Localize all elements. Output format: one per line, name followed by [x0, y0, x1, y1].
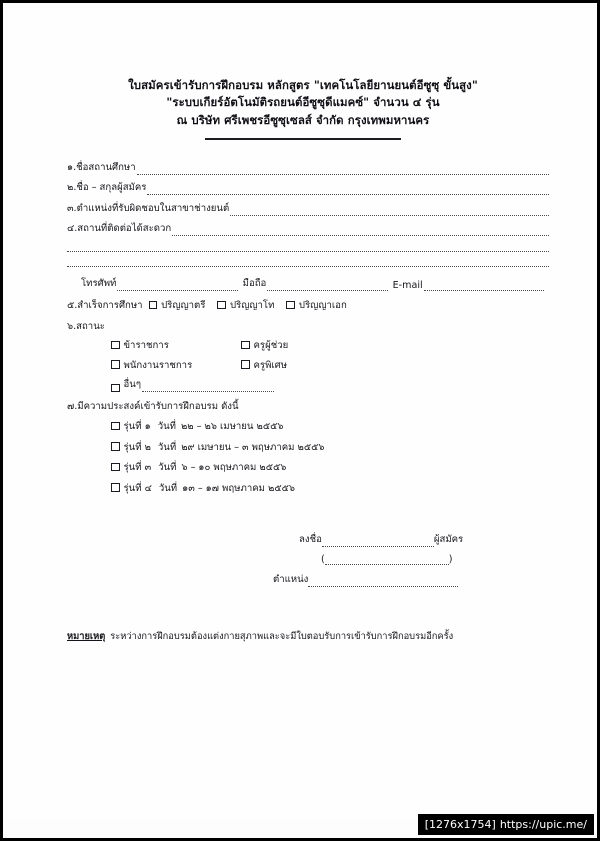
status-option-label: ข้าราชการ	[123, 340, 169, 352]
other-input-line[interactable]	[142, 382, 274, 392]
batch-date: ๒๙ เมษายน – ๓ พฤษภาคม ๒๕๕๖	[181, 441, 325, 453]
status-option-civil-servant[interactable]	[111, 338, 241, 353]
education-label: ๕.สำเร็จการศึกษา	[67, 300, 143, 312]
status-option-special-teacher[interactable]	[241, 358, 287, 373]
note-label: หมายเหตุ	[67, 630, 106, 642]
batch-date: ๑๓ – ๑๗ พฤษภาคม ๒๕๕๖	[182, 482, 295, 494]
field-label: ๒.ชื่อ – สกุลผู้สมัคร	[67, 182, 147, 194]
batch-date-label: วันที่	[157, 441, 177, 453]
status-option-other[interactable]	[111, 377, 549, 392]
degree-option-label: ปริญญาตรี	[161, 300, 206, 312]
field-dotted-line[interactable]	[137, 165, 549, 175]
field-address[interactable]	[67, 221, 549, 236]
batch-option-4[interactable]	[111, 481, 549, 496]
intent-section-label: ๗.มีความประสงค์เข้ารับการฝึกอบรม ดังนี้	[67, 401, 239, 413]
printed-name-row[interactable]	[321, 554, 549, 565]
title-line-1: ใบสมัครเข้ารับการฝึกอบรม หลักสูตร "เทคโนโลยียานยนต์อีซูซุ ขั้นสูง"	[128, 78, 478, 92]
checkbox-icon[interactable]	[217, 301, 226, 310]
field-dotted-line[interactable]	[172, 226, 549, 236]
batch-date: ๖ – ๑๐ พฤษภาคม ๒๕๕๖	[181, 462, 287, 474]
batch-number: รุ่นที่ ๓	[123, 462, 152, 474]
address-continuation-line-2[interactable]	[67, 257, 549, 267]
title-line-2: "ระบบเกียร์อัตโนมัติรถยนต์อีซูซุดีแมคซ์" จำนวน ๔ รุ่น	[166, 95, 440, 110]
mobile-label: มือถือ	[242, 278, 267, 290]
batch-date-label: วันที่	[157, 421, 176, 433]
checkbox-icon[interactable]	[111, 341, 120, 350]
checkbox-icon[interactable]	[286, 301, 295, 310]
batch-number: รุ่นที่ ๑	[123, 421, 151, 433]
batch-date-label: วันที่	[158, 462, 177, 474]
document-body	[9, 9, 597, 819]
address-continuation-line-1[interactable]	[67, 242, 549, 252]
title-underline-rule	[205, 138, 401, 140]
status-row	[111, 338, 549, 353]
education-row	[67, 298, 549, 313]
checkbox-icon[interactable]	[111, 442, 120, 451]
checkbox-icon[interactable]	[149, 301, 158, 310]
phone-input-line[interactable]	[117, 281, 237, 291]
checkbox-icon[interactable]	[111, 483, 120, 492]
mobile-input-line[interactable]	[267, 281, 387, 291]
checkbox-icon[interactable]	[241, 360, 250, 369]
signer-role-label: ผู้สมัคร	[433, 533, 464, 545]
batch-options-list	[111, 419, 549, 496]
signature-block	[67, 532, 549, 587]
paren-close: )	[448, 553, 453, 565]
batch-option-1[interactable]	[111, 419, 549, 434]
title-line-3: ณ บริษัท ศรีเพชรอีซูซุเซลส์ จำกัด กรุงเทพมหานคร	[176, 112, 430, 127]
email-label: E-mail	[392, 280, 423, 292]
status-option-label: ครูผู้ช่วย	[253, 340, 289, 352]
field-applicant-name[interactable]	[67, 180, 549, 195]
watermark-site-url: https://upic.me/	[499, 818, 587, 831]
paren-open: (	[321, 553, 325, 565]
signature-row[interactable]	[299, 532, 549, 547]
field-position[interactable]	[67, 201, 549, 216]
field-dotted-line[interactable]	[147, 185, 549, 195]
checkbox-icon[interactable]	[111, 384, 120, 393]
batch-number: รุ่นที่ ๔	[123, 482, 152, 494]
checkbox-icon[interactable]	[241, 341, 250, 350]
form-fields-area	[9, 160, 597, 587]
degree-option-master[interactable]	[217, 298, 274, 313]
status-option-government-employee[interactable]	[111, 358, 241, 373]
status-option-label: อื่นๆ	[123, 379, 141, 391]
field-school-name[interactable]	[67, 160, 549, 175]
signature-label: ลงชื่อ	[299, 533, 322, 545]
status-row	[111, 358, 549, 373]
position-label: ตำแหน่ง	[273, 573, 309, 585]
batch-number: รุ่นที่ ๒	[123, 441, 151, 453]
status-option-label: พนักงานราชการ	[123, 359, 193, 371]
field-label: ๔.สถานที่ติดต่อได้สะดวก	[67, 223, 172, 235]
note-block	[9, 629, 597, 644]
degree-option-label: ปริญญาเอก	[298, 300, 347, 312]
field-label: ๓.ตำแหน่งที่รับผิดชอบในสาขาช่างยนต์	[67, 202, 230, 214]
status-option-assistant-teacher[interactable]	[241, 338, 288, 353]
batch-date-label: วันที่	[158, 482, 178, 494]
status-options-grid	[111, 338, 549, 392]
batch-date: ๒๒ – ๒๖ เมษายน ๒๕๕๖	[180, 421, 284, 433]
degree-option-label: ปริญญาโท	[229, 300, 275, 312]
phone-label: โทรศัพท์	[81, 278, 117, 290]
checkbox-icon[interactable]	[111, 422, 120, 431]
status-section-label: ๖.สถานะ	[67, 321, 105, 333]
batch-option-3[interactable]	[111, 460, 549, 475]
image-dimensions-label: [1276x1754]	[424, 818, 496, 831]
position-input-line[interactable]	[308, 577, 458, 587]
contact-row	[81, 276, 549, 291]
signature-input-line[interactable]	[322, 537, 434, 547]
checkbox-icon[interactable]	[111, 463, 120, 472]
checkbox-icon[interactable]	[111, 360, 120, 369]
status-option-label: ครูพิเศษ	[253, 359, 288, 371]
degree-option-doctorate[interactable]	[286, 298, 346, 313]
email-input-line[interactable]	[424, 281, 544, 291]
degree-option-bachelor[interactable]	[149, 298, 206, 313]
printed-name-input-line[interactable]	[325, 555, 449, 565]
position-row[interactable]	[273, 572, 549, 587]
watermark-bar	[418, 814, 594, 835]
batch-option-2[interactable]	[111, 440, 549, 455]
document-title	[9, 77, 597, 140]
field-label: ๑.ชื่อสถานศึกษา	[67, 161, 136, 173]
note-text: ระหว่างการฝึกอบรมต้องแต่งกายสุภาพและจะมีใบตอบรับการเข้ารับการฝึกอบรมอีกครั้ง	[110, 630, 454, 642]
field-dotted-line[interactable]	[230, 206, 549, 216]
